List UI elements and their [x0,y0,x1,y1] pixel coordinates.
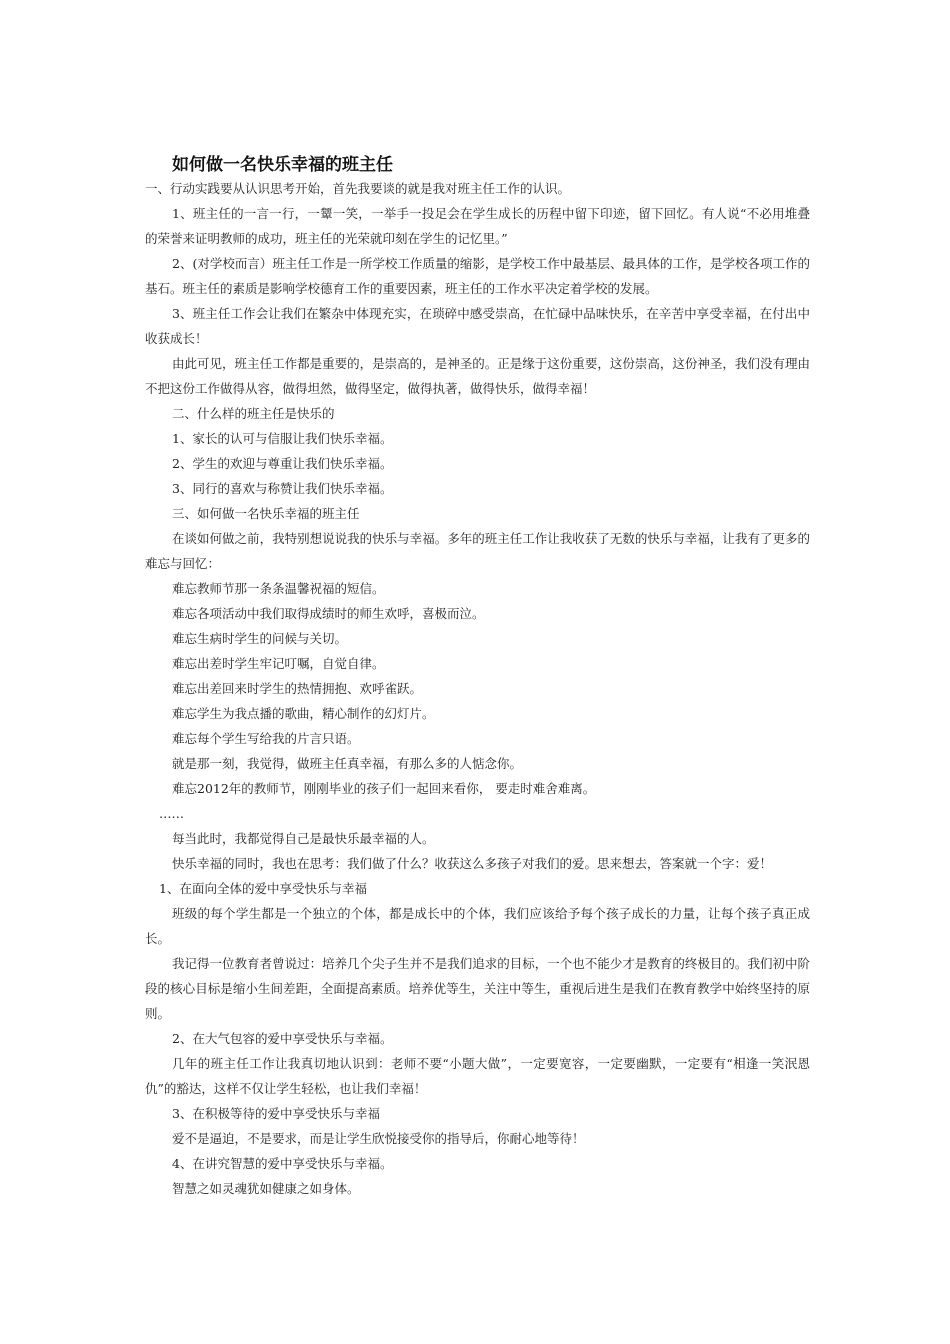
paragraph: 2、学生的欢迎与尊重让我们快乐幸福。 [172,456,393,471]
paragraph: 难忘每个学生写给我的片言只语。 [172,731,360,746]
paragraph: 3、班主任工作会让我们在繁杂中体现充实，在琐碎中感受崇高，在忙碌中品味快乐，在辛苦中享受幸福，在付出中收获成长！ [145,306,810,346]
paragraph: 1、在面向全体的爱中享受快乐与幸福 [159,881,367,896]
paragraph: …… [159,806,184,821]
paragraph: 二、什么样的班主任是快乐的 [172,406,335,421]
paragraph: 3、同行的喜欢与称赞让我们快乐幸福。 [172,481,393,496]
paragraph: 1、班主任的一言一行，一颦一笑，一举手一投足会在学生成长的历程中留下印迹，留下回忆。有人说“不必用堆叠的荣誉来证明教师的成功，班主任的光荣就印刻在学生的记忆里。” [145,206,810,246]
paragraph: 1、家长的认可与信服让我们快乐幸福。 [172,431,393,446]
paragraph: 4、在讲究智慧的爱中享受快乐与幸福。 [172,1156,393,1171]
paragraph: 难忘教师节那一条条温馨祝福的短信。 [172,581,385,596]
paragraph: 班级的每个学生都是一个独立的个体，都是成长中的个体，我们应该给予每个孩子成长的力量，让每个孩子真正成长。 [145,906,810,946]
paragraph: 在谈如何做之前，我特别想说说我的快乐与幸福。多年的班主任工作让我收获了无数的快乐与幸福，让我有了更多的难忘与回忆： [145,531,810,571]
paragraph: 每当此时，我都觉得自己是最快乐最幸福的人。 [172,831,435,846]
paragraph: 三、如何做一名快乐幸福的班主任 [172,506,360,521]
paragraph: 快乐幸福的同时，我也在思考：我们做了什么？收获这么多孩子对我们的爱。思来想去，答案就一个字：爱！ [172,856,773,871]
paragraph: 爱不是逼迫，不是要求，而是让学生欣悦接受你的指导后，你耐心地等待！ [172,1131,585,1146]
paragraph: 由此可见，班主任工作都是重要的，是崇高的，是神圣的。正是缘于这份重要，这份崇高，这份神圣，我们没有理由不把这份工作做得从容，做得坦然，做得坚定，做得执著，做得快乐，做得幸福！ [145,356,810,396]
paragraph: 2、在大气包容的爱中享受快乐与幸福。 [172,1031,393,1046]
paragraph: 3、在积极等待的爱中享受快乐与幸福 [172,1106,380,1121]
paragraph: 智慧之如灵魂犹如健康之如身体。 [172,1181,360,1196]
paragraph: 难忘出差回来时学生的热情拥抱、欢呼雀跃。 [172,681,423,696]
paragraph: 几年的班主任工作让我真切地认识到：老师不要“小题大做”，一定要宽容，一定要幽默，一定要有“相逢一笑泯恩仇”的豁达，这样不仅让学生轻松，也让我们幸福！ [145,1056,810,1096]
paragraph: 难忘生病时学生的问候与关切。 [172,631,348,646]
paragraph: 难忘学生为我点播的歌曲，精心制作的幻灯片。 [172,706,435,721]
paragraph: 2、(对学校而言）班主任工作是一所学校工作质量的缩影，是学校工作中最基层、最具体的工作，是学校各项工作的基石。班主任的素质是影响学校德育工作的重要因素，班主任的工作水平决定着学校的发展。 [145,256,810,296]
paragraph: 就是那一刻，我觉得，做班主任真幸福，有那么多的人惦念你。 [172,756,523,771]
document-title: 如何做一名快乐幸福的班主任 [172,155,393,175]
paragraph: 我记得一位教育者曾说过：培养几个尖子生并不是我们追求的目标，一个也不能少才是教育的终极目的。我们初中阶段的核心目标是缩小生间差距，全面提高素质。培养优等生，关注中等生，重视后进生是我们在教育教学中始终坚持的原则。 [145,956,810,1021]
document-body [145,176,810,1201]
paragraph: 难忘2012年的教师节，刚刚毕业的孩子们一起回来看你， 要走时难舍难离。 [172,781,596,796]
paragraph: 难忘各项活动中我们取得成绩时的师生欢呼，喜极而泣。 [172,606,485,621]
paragraph: 一、行动实践要从认识思考开始，首先我要谈的就是我对班主任工作的认识。 [145,181,571,196]
paragraph: 难忘出差时学生牢记叮嘱，自觉自律。 [172,656,385,671]
